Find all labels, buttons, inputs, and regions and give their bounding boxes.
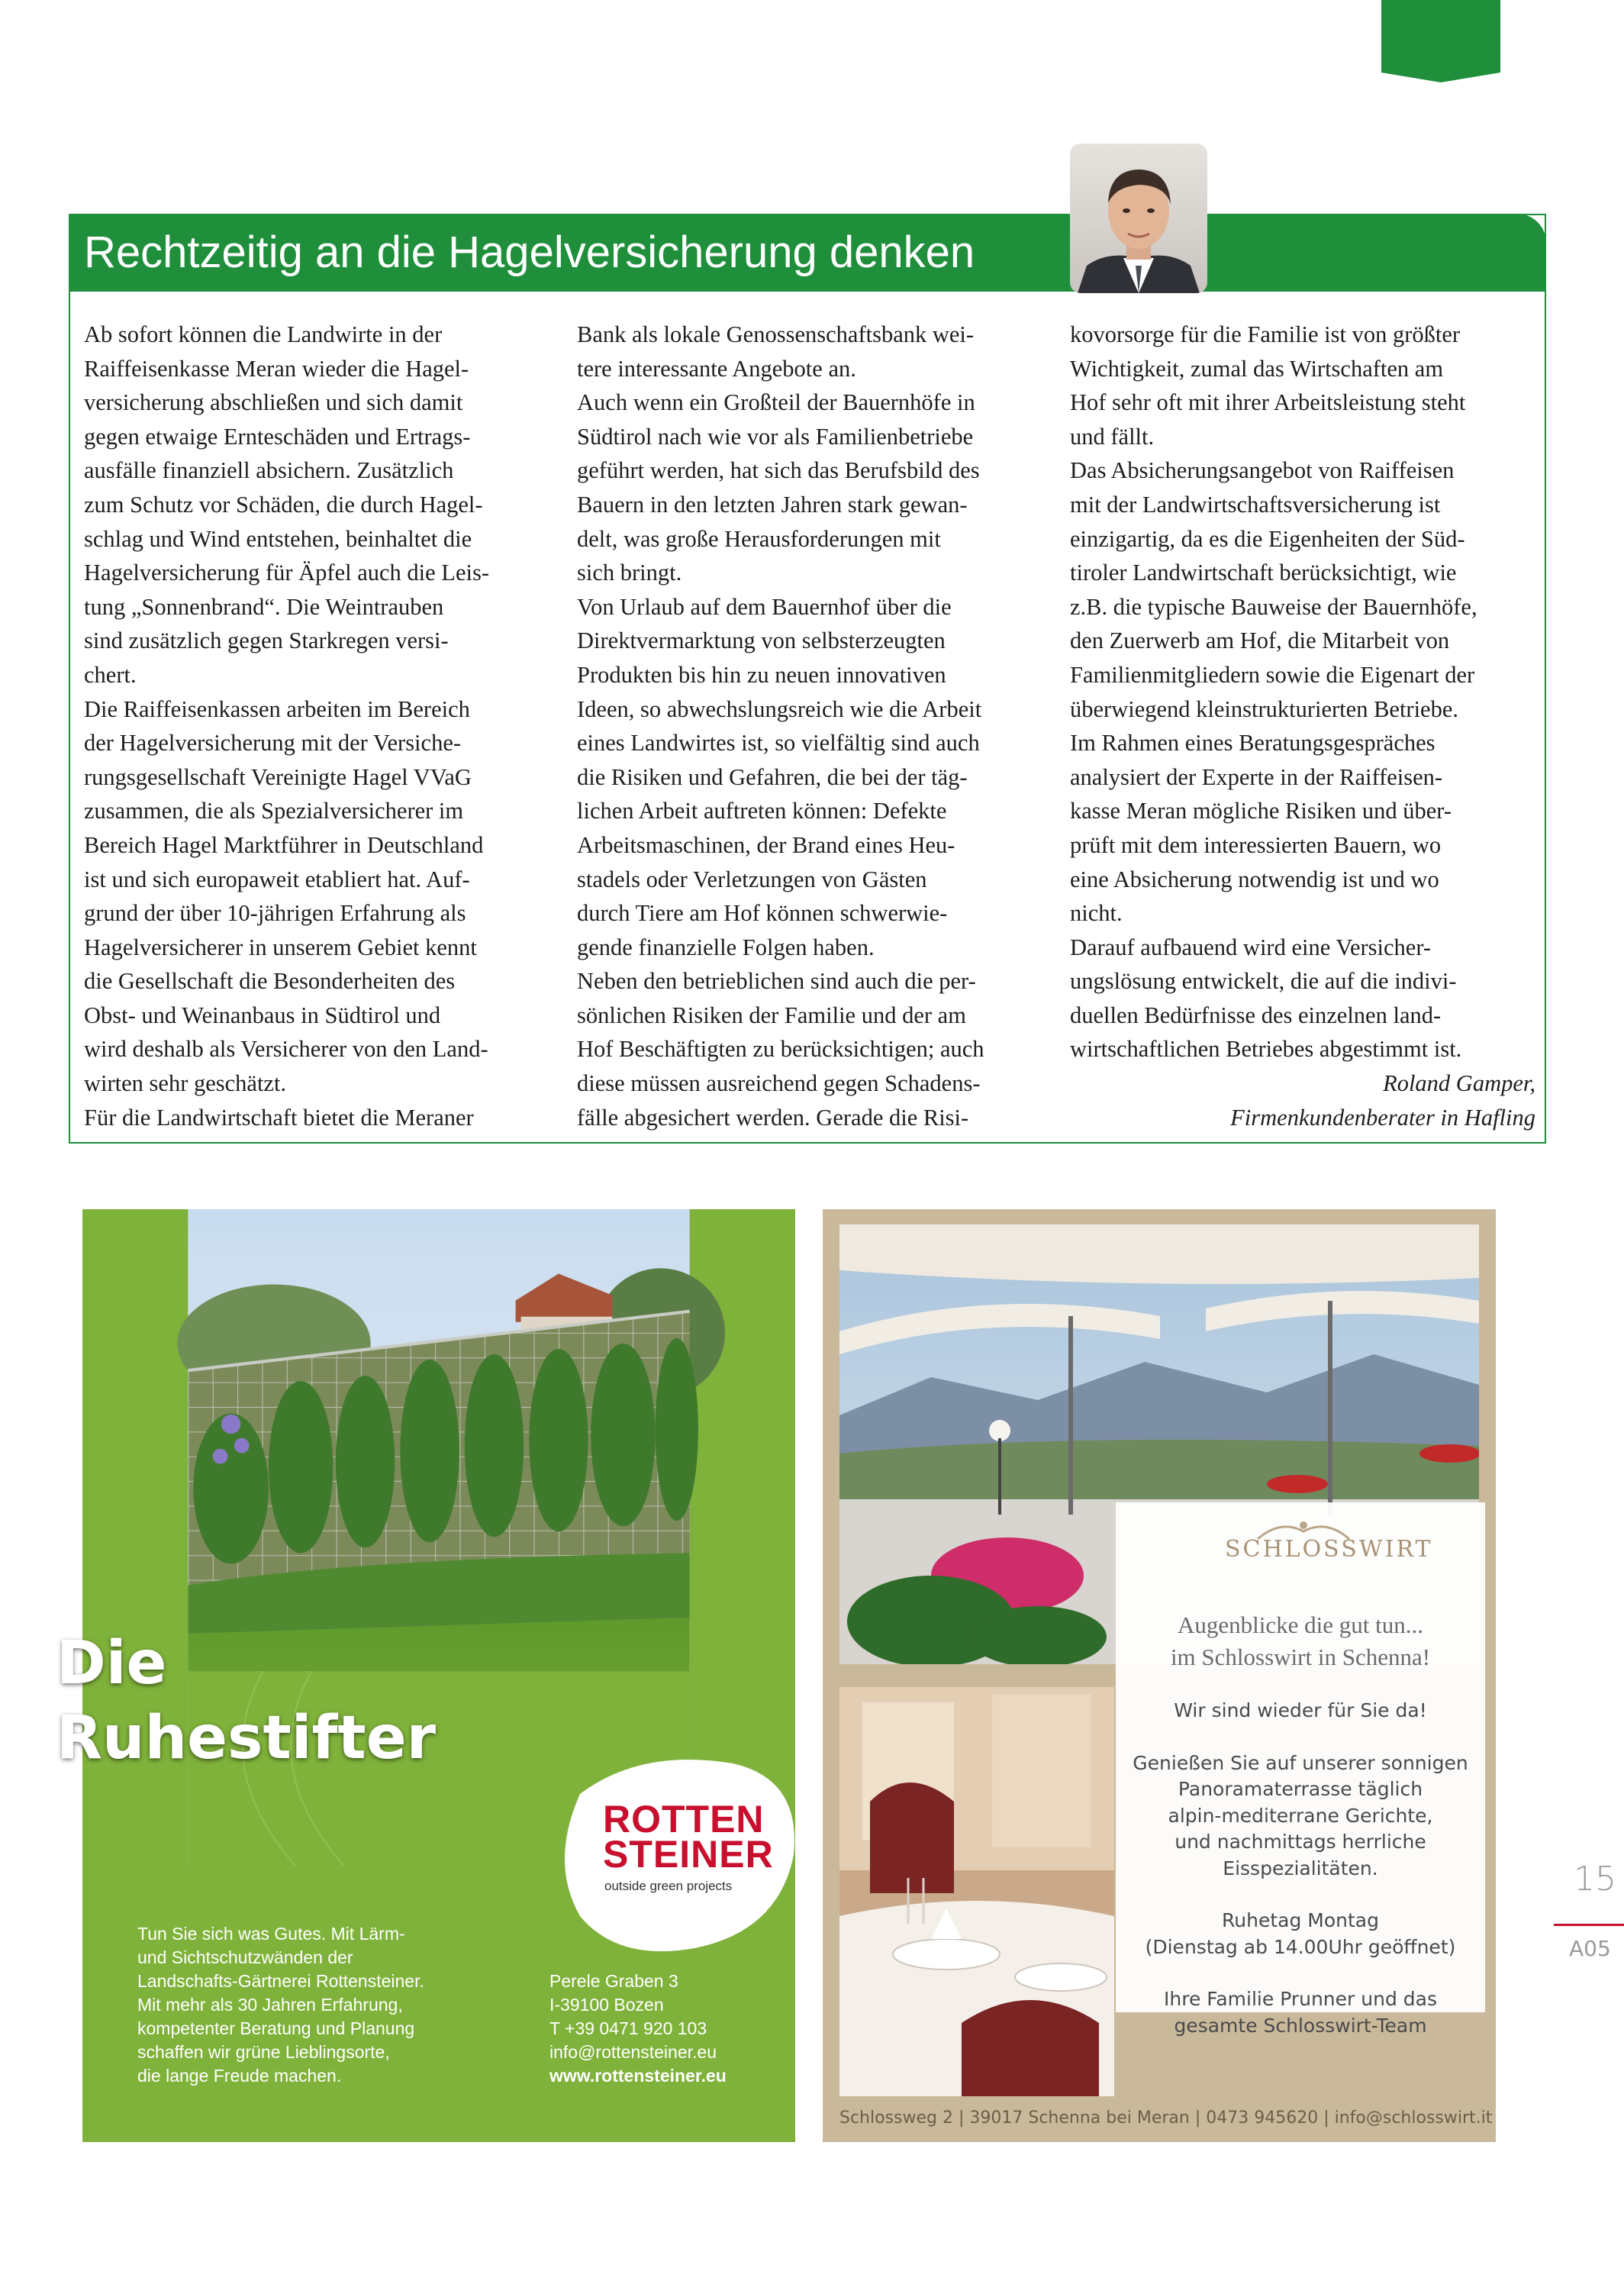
page-number: 15 [1574, 1860, 1616, 1899]
text-line: die Risiken und Gefahren, die bei der täg- [577, 763, 968, 790]
text-line: ungslösung entwickelt, die auf die indivi- [1070, 968, 1457, 995]
website-link[interactable]: www.rottensteiner.eu [549, 2066, 727, 2086]
text-line: zum Schutz vor Schäden, die durch Hagel- [84, 491, 483, 518]
text-line: tiroler Landwirtschaft berücksichtigt, wie [1070, 560, 1457, 586]
text-line: geführt werden, hat sich das Berufsbild des [577, 457, 980, 484]
text-line: (Dienstag ab 14.00Uhr geöffnet) [1145, 1935, 1456, 1958]
text-line: Ihre Familie Prunner und das [1164, 1988, 1437, 2010]
text-line: wirten sehr geschätzt. [84, 1070, 287, 1097]
text-line: Hof Beschäftigten zu berücksichtigen; auch [577, 1036, 984, 1063]
text-line: delt, was große Herausforderungen mit [577, 525, 941, 552]
text-line: Arbeitsmaschinen, der Brand eines Heu- [577, 831, 955, 858]
restaurant-table-photo [839, 1687, 1114, 2096]
text-line: Produkten bis hin zu neuen innovativen [577, 661, 946, 688]
email-address: info@rottensteiner.eu [549, 2042, 717, 2062]
text-line: kasse Meran mögliche Risiken und über- [1070, 798, 1452, 824]
text-line: mit der Landwirtschaftsversicherung ist [1070, 491, 1441, 518]
page-section-code: A05 [1569, 1936, 1611, 1961]
text-line: zusammen, die als Spezialversicherer im [84, 798, 464, 824]
text-line: Hof sehr oft mit ihrer Arbeitsleistung steht [1070, 389, 1466, 416]
text-line: einzigartig, da es die Eigenheiten der Süd- [1070, 525, 1465, 552]
text-line: duellen Bedürfnisse des einzelnen land- [1070, 1002, 1442, 1028]
text-line: tung „Sonnenbrand“. Die Weintrauben [84, 593, 444, 620]
text-line: Ruhetag Montag [1222, 1909, 1379, 1931]
text-line: chert. [84, 661, 137, 688]
text-line: Familienmitgliedern sowie die Eigenart der [1070, 661, 1475, 688]
text-line: und fällt. [1070, 423, 1155, 450]
text-line: gende finanzielle Folgen haben. [577, 934, 875, 960]
rottensteiner-logo-text: STEINER [603, 1833, 774, 1876]
text-line: kovorsorge für die Familie ist von größter [1070, 321, 1461, 347]
text-line: schlag und Wind entstehen, beinhaltet die [84, 525, 472, 552]
schlosswirt-tagline [1116, 1609, 1485, 1673]
schlosswirt-body-text [1116, 1698, 1485, 2039]
rottensteiner-headline [56, 1626, 436, 1776]
author-portrait [1070, 144, 1207, 293]
text-line: fälle abgesichert werden. Gerade die Risi- [577, 1104, 969, 1131]
text-line: Raiffeisenkasse Meran wieder die Hagel- [84, 355, 469, 382]
article-column-1 [84, 318, 549, 1134]
text-line: die lange Freude machen. [137, 2066, 342, 2086]
text-line: z.B. die typische Bauweise der Bauernhöfe, [1070, 593, 1477, 620]
phone-number: T +39 0471 920 103 [549, 2018, 707, 2038]
text-line: Direktvermarktung von selbsterzeugten [577, 628, 946, 654]
text-line: Auch wenn ein Großteil der Bauernhöfe in [577, 389, 975, 416]
text-line: Hagelversicherer in unserem Gebiet kennt [84, 934, 477, 960]
headline-line: Die [56, 1629, 167, 1698]
text-line: überwiegend kleinstrukturierten Betriebe. [1070, 695, 1458, 722]
text-line: rungsgesellschaft Vereinigte Hagel VVaG [84, 763, 472, 790]
text-line: und Sichtschutzwänden der [137, 1947, 353, 1967]
text-line: den Zuerwerb am Hof, die Mitarbeit von [1070, 628, 1450, 654]
text-line: Die Raiffeisenkassen arbeiten im Bereich [84, 695, 470, 722]
page-number-divider [1554, 1924, 1624, 1926]
text-line: eines Landwirtes ist, so vielfältig sind auch [577, 730, 980, 757]
tagline-line: im Schlosswirt in Schenna! [1170, 1644, 1431, 1670]
author-signature-name: Roland Gamper, [1383, 1070, 1535, 1097]
text-line: die Gesellschaft die Besonderheiten des [84, 968, 456, 995]
text-line: Für die Landwirtschaft bietet die Meraner [84, 1104, 474, 1131]
corner-tab-decoration [1381, 0, 1500, 82]
schlosswirt-logo: SCHLOSSWIRT [1225, 1536, 1433, 1563]
text-line: der Hagelversicherung mit der Versiche- [84, 730, 462, 757]
author-signature-role: Firmenkundenberater in Hafling [1230, 1104, 1535, 1131]
text-line: Tun Sie sich was Gutes. Mit Lärm- [137, 1924, 405, 1944]
text-line: Genießen Sie auf unserer sonnigen [1133, 1751, 1468, 1774]
text-line: Hagelversicherung für Äpfel auch die Leis- [84, 560, 489, 586]
article-column-2 [577, 318, 1042, 1134]
text-line: sönlichen Risiken der Familie und der am [577, 1002, 966, 1028]
text-line: ist und sich europaweit etabliert hat. Auf- [84, 866, 470, 892]
text-line: kompetenter Beratung und Planung [137, 2018, 415, 2038]
text-line: Bereich Hagel Marktführer in Deutschland [84, 831, 484, 858]
text-line: Landschafts-Gärtnerei Rottensteiner. [137, 1971, 424, 1991]
text-line: Bank als lokale Genossenschaftsbank wei- [577, 321, 975, 347]
text-line: lichen Arbeit auftreten können: Defekte [577, 798, 947, 824]
text-line: sind zusätzlich gegen Starkregen versi- [84, 628, 449, 654]
text-line: Eisspezialitäten. [1223, 1857, 1378, 1879]
text-line: Panoramaterrasse täglich [1178, 1778, 1423, 1800]
text-line: stadels oder Verletzungen von Gästen [577, 866, 927, 892]
text-line: Wir sind wieder für Sie da! [1174, 1699, 1427, 1721]
text-line: Mit mehr als 30 Jahren Erfahrung, [137, 1995, 403, 2015]
text-line: Bauern in den letzten Jahren stark gewan- [577, 491, 968, 518]
text-line: Von Urlaub auf dem Bauernhof über die [577, 593, 952, 620]
text-line: schaffen wir grüne Lieblingsorte, [137, 2042, 390, 2062]
headline-line: Ruhestifter [56, 1704, 437, 1773]
article-column-3 [1070, 318, 1535, 1134]
text-line: Neben den betrieblichen sind auch die per- [577, 968, 976, 995]
text-line: Südtirol nach wie vor als Familienbetriebe [577, 423, 974, 450]
text-line: prüft mit dem interessierten Bauern, wo [1070, 831, 1442, 858]
text-line: Ab sofort können die Landwirte in der [84, 321, 443, 347]
text-line: diese müssen ausreichend gegen Schadens- [577, 1070, 981, 1097]
text-line: gegen etwaige Ernteschäden und Ertrags- [84, 423, 471, 450]
text-line: Wichtigkeit, zumal das Wirtschaften am [1070, 355, 1444, 382]
text-line: Ideen, so abwechslungsreich wie die Arbeit [577, 695, 982, 722]
text-line: sich bringt. [577, 560, 682, 586]
text-line: Im Rahmen eines Beratungsgespräches [1070, 730, 1436, 757]
schlosswirt-contact-footer: Schlossweg 2 | 39017 Schenna bei Meran | 0473 945620 | info@schlosswirt.it [839, 2108, 1493, 2128]
rottensteiner-logo-text: ROTTEN [603, 1798, 765, 1841]
rottensteiner-logo-tagline: outside green projects [604, 1879, 733, 1893]
rottensteiner-body-text [137, 1922, 534, 2088]
text-line: analysiert der Experte in der Raiffeisen- [1070, 763, 1443, 790]
text-line: grund der über 10-jährigen Erfahrung als [84, 900, 466, 927]
text-line: durch Tiere am Hof können schwerwie- [577, 900, 948, 927]
text-line: Obst- und Weinanbaus in Südtirol und [84, 1002, 441, 1028]
text-line: eine Absicherung notwendig ist und wo [1070, 866, 1439, 892]
text-line: wirtschaftlichen Betriebes abgestimmt ist. [1070, 1036, 1462, 1063]
text-line: alpin-mediterrane Gerichte, [1168, 1804, 1433, 1827]
text-line: und nachmittags herrliche [1174, 1831, 1426, 1853]
text-line: Darauf aufbauend wird eine Versicher- [1070, 934, 1432, 960]
rottensteiner-contact [549, 1970, 727, 2088]
text-line: nicht. [1070, 900, 1123, 927]
tagline-line: Augenblicke die gut tun... [1178, 1612, 1423, 1638]
text-line: ausfälle finanziell absichern. Zusätzlich [84, 457, 454, 484]
text-line: gesamte Schlosswirt-Team [1174, 2014, 1427, 2037]
address-line: I-39100 Bozen [549, 1995, 664, 2015]
address-line: Perele Graben 3 [549, 1971, 678, 1991]
text-line: versicherung abschließen und sich damit [84, 389, 463, 416]
text-line: Das Absicherungsangebot von Raiffeisen [1070, 457, 1455, 484]
text-line: tere interessante Angebote an. [577, 355, 856, 382]
text-line: wird deshalb als Versicherer von den Land- [84, 1036, 488, 1063]
article-title: Rechtzeitig an die Hagelversicherung denken [84, 227, 975, 277]
